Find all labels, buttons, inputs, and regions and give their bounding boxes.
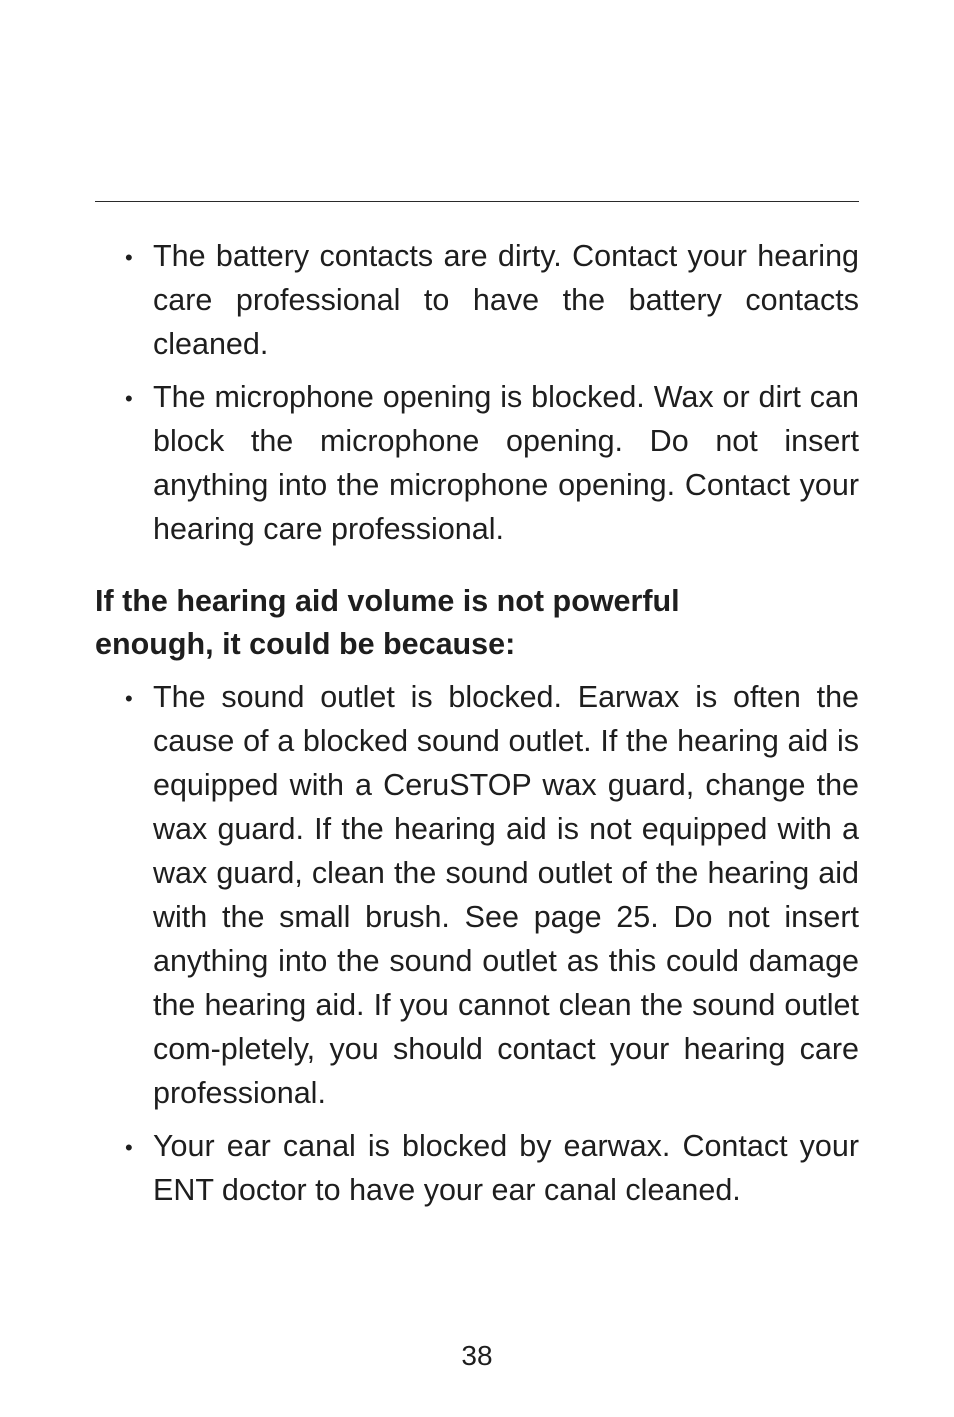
bullet-icon: • — [125, 386, 133, 411]
bullet-icon: • — [125, 686, 133, 711]
page-number: 38 — [461, 1340, 493, 1371]
top-rule — [95, 201, 859, 202]
list-item-text: Your ear canal is blocked by earwax. Contact your ENT doctor to have your ear canal cleaned. — [153, 1129, 859, 1207]
bullet-list-battery-microphone — [95, 234, 859, 551]
list-item-text: The battery contacts are dirty. Contact your hearing care professional to have the battery contacts cleaned. — [153, 239, 859, 361]
bullet-list-volume-causes — [95, 675, 859, 1212]
list-item-text: The microphone opening is blocked. Wax or dirt can block the microphone opening. Do not insert anything into the microphone opening. Contact your hearing care professional. — [153, 380, 859, 546]
page-content — [95, 234, 859, 1212]
section-heading: If the hearing aid volume is not powerful enough, it could be because: — [95, 584, 680, 661]
list-item — [95, 1124, 859, 1212]
list-item-text: The sound outlet is blocked. Earwax is often the cause of a blocked sound outlet. If the hearing aid is equipped with a CeruSTOP wax guard, change the wax guard. If the hearing aid is not equipped with a wax guard, clean the sound outlet of the hearing aid with the small brush. See page 25. Do not insert anything into the sound outlet as this could damage the hearing aid. If you cannot clean the sound outlet com-pletely, you should contact your hearing care professional. — [153, 680, 859, 1110]
list-item — [95, 234, 859, 366]
bullet-icon: • — [125, 245, 133, 270]
list-item — [95, 675, 859, 1115]
list-item — [95, 375, 859, 551]
bullet-icon: • — [125, 1135, 133, 1160]
